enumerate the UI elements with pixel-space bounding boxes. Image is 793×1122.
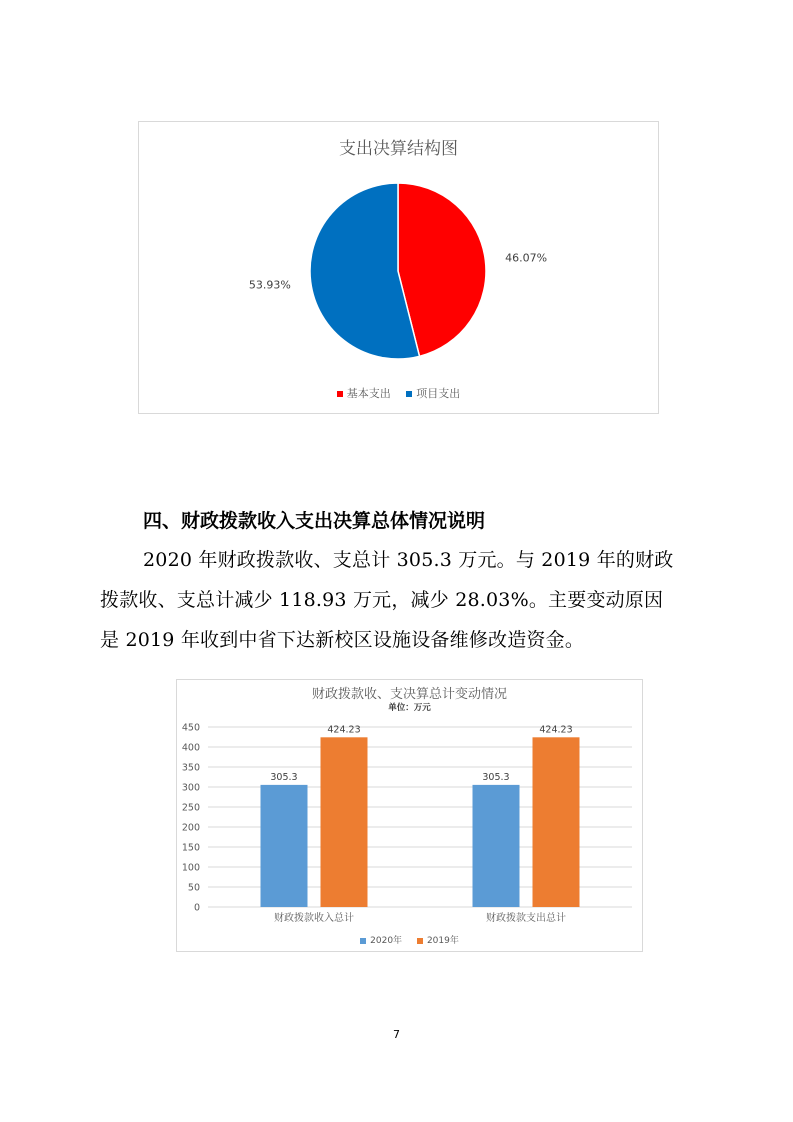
bar-data-label-0-0: 305.3 [270, 771, 298, 783]
legend-label-2020: 2020年 [370, 936, 403, 946]
bar-legend [176, 933, 643, 946]
bar-chart-subtitle: 单位：万元 [388, 703, 431, 713]
y-tick-label-3: 150 [181, 842, 200, 854]
bar-0-0 [261, 785, 308, 907]
pie-chart-title: 支出决算结构图 [339, 139, 458, 159]
legend-label-basic: 基本支出 [346, 387, 391, 400]
y-tick-label-1: 50 [187, 882, 200, 894]
legend-swatch-2020 [360, 938, 366, 944]
legend-label-2019: 2019年 [426, 936, 459, 946]
y-tick-label-5: 250 [181, 802, 200, 814]
pie-chart [138, 121, 659, 414]
section-heading: 四、财政拨款收入支出决算总体情况说明 [143, 510, 486, 532]
legend-swatch-2019 [417, 938, 423, 944]
bar-0-1 [321, 737, 368, 907]
legend-item-basic [337, 385, 391, 401]
legend-item-project [406, 385, 460, 401]
legend-swatch-project [406, 391, 412, 397]
paragraph-line-2: 拨款收、支总计减少 118.93 万元，减少 28.03%。主要变动原因 [100, 589, 664, 611]
x-category-label-1: 财政拨款支出总计 [486, 913, 566, 924]
legend-item-2020 [360, 933, 402, 946]
bar-1-1 [533, 737, 580, 907]
y-tick-label-0: 0 [193, 902, 200, 914]
bar-chart-title: 财政拨款收、支决算总计变动情况 [311, 687, 507, 702]
pie-legend [138, 385, 659, 401]
paragraph-line-1: 2020 年财政拨款收、支总计 305.3 万元。与 2019 年的财政 [143, 549, 674, 571]
y-tick-label-2: 100 [181, 862, 200, 874]
legend-label-project: 项目支出 [416, 387, 461, 400]
paragraph-line-3: 是 2019 年收到中省下达新校区设施设备维修改造资金。 [100, 629, 585, 651]
y-tick-label-7: 350 [181, 762, 200, 774]
bar-data-label-1-0: 305.3 [482, 771, 510, 783]
pie-data-label-1: 53.93% [248, 278, 291, 292]
y-tick-label-8: 400 [181, 742, 200, 754]
bar-data-label-1-1: 424.23 [539, 724, 573, 736]
y-tick-label-9: 450 [181, 722, 200, 734]
legend-item-2019 [417, 933, 459, 946]
y-tick-label-4: 200 [181, 822, 200, 834]
y-tick-label-6: 300 [181, 782, 200, 794]
page-number: 7 [393, 1028, 400, 1041]
bar-1-0 [473, 785, 520, 907]
legend-swatch-basic [337, 391, 343, 397]
bar-data-label-0-1: 424.23 [327, 724, 361, 736]
pie-data-label-0: 46.07% [505, 251, 548, 265]
x-category-label-0: 财政拨款收入总计 [274, 913, 354, 924]
bar-chart [176, 679, 643, 952]
